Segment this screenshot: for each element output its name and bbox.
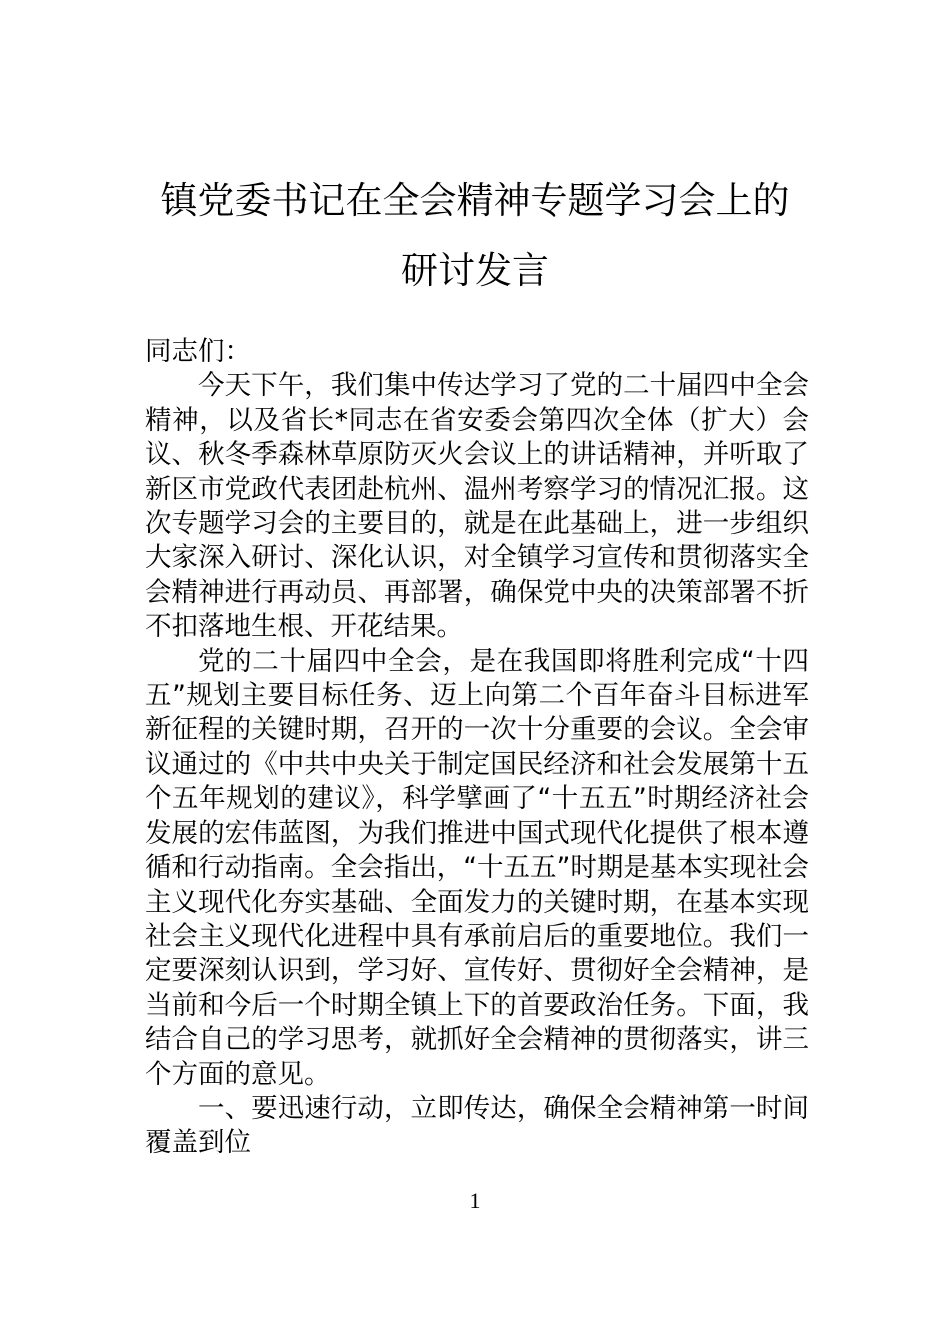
document-title: 镇党委书记在全会精神专题学习会上的研讨发言 xyxy=(160,179,790,292)
paragraph-intro: 今天下午，我们集中传达学习了党的二十届四中全会精神，以及省长*同志在省安委会第四次全体（扩大）会议、秋冬季森林草原防灭火会议上的讲话精神，并听取了新区市党政代表团赴杭州、温州考察学习的情况汇报。这次专题学习会的主要目的，就是在此基础上，进一步组织大家深入研讨、深化认识，对全镇学习宣传和贯彻落实全会精神进行再动员、再部署，确保党中央的决策部署不折不扣落地生根、开花结果。 xyxy=(145,370,809,643)
section-heading: 一、要迅速行动，立即传达，确保全会精神第一时间覆盖到位 xyxy=(145,1092,809,1159)
paragraph-plenum: 党的二十届四中全会，是在我国即将胜利完成“十四五”规划主要目标任务、迈上向第二个百年奋斗目标进军新征程的关键时期，召开的一次十分重要的会议。全会审议通过的《中共中央关于制定国民经济和社会发展第十五个五年规划的建议》，科学擘画了“十五五”时期经济社会发展的宏伟蓝图，为我们推进中国式现代化提供了根本遵循和行动指南。全会指出，“十五五”时期是基本实现社会主义现代化夯实基础、全面发力的关键时期，在基本实现社会主义现代化进程中具有承前启后的重要地位。我们一定要深刻认识到，学习好、宣传好、贯彻好全会精神，是当前和今后一个时期全镇上下的首要政治任务。下面，我结合自己的学习思考，就抓好全会精神的贯彻落实，讲三个方面的意见。 xyxy=(145,645,809,1090)
page-number: 1 xyxy=(469,1188,481,1213)
salutation: 同志们： xyxy=(145,336,251,367)
document-body xyxy=(145,335,809,1161)
